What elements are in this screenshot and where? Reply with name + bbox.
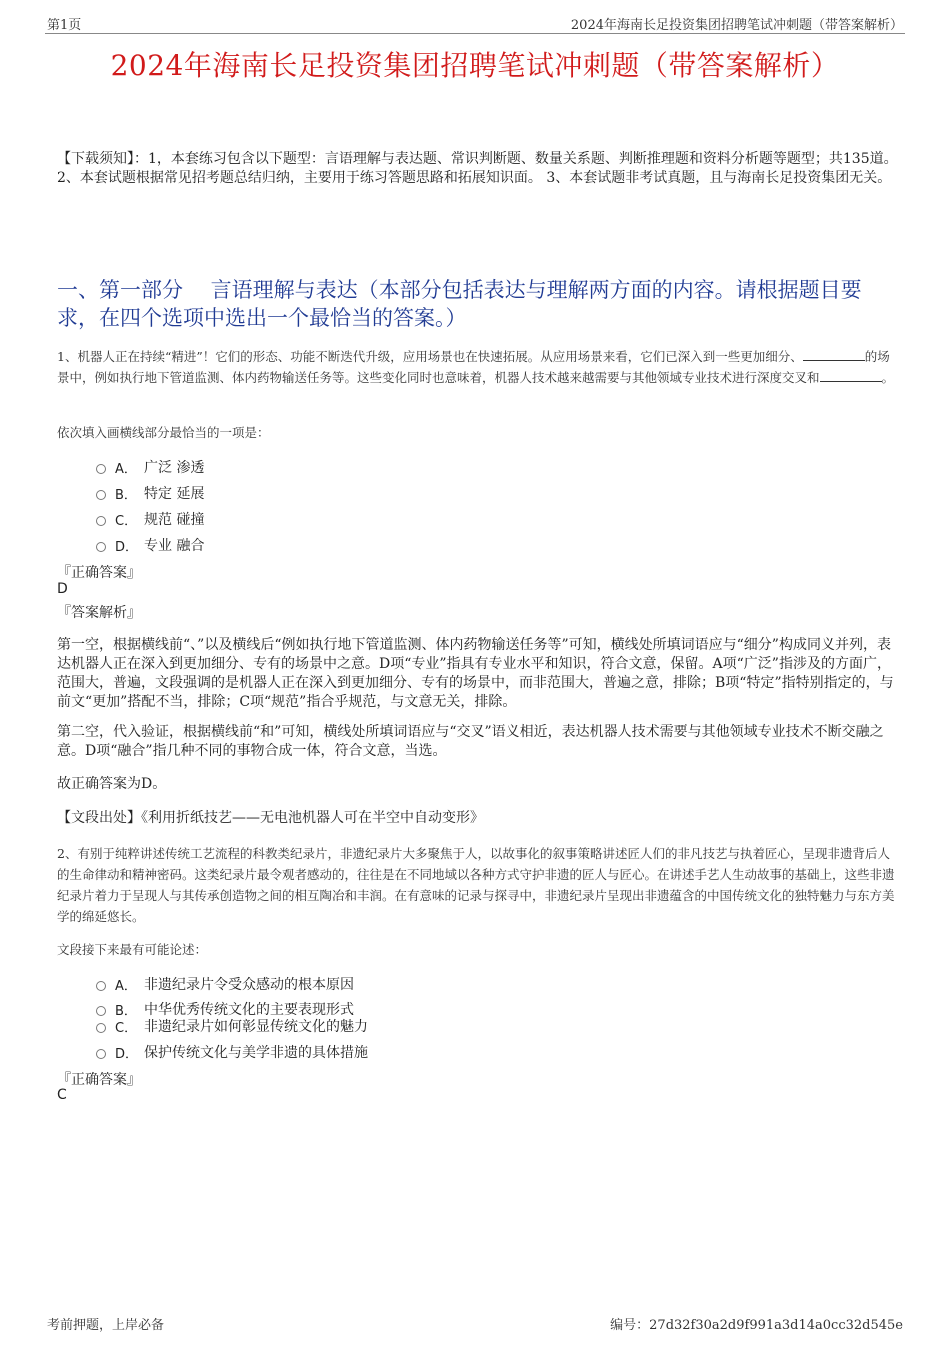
question-1-source: 【文段出处】《利用折纸技艺——无电池机器人可在半空中自动变形》: [57, 810, 484, 826]
question-2-answer-label: 『正确答案』: [57, 1072, 141, 1088]
question-2-option-c[interactable]: [96, 1016, 368, 1036]
option-letter: C．: [115, 1020, 138, 1036]
option-text: 规范 碰撞: [144, 512, 205, 528]
question-1-prompt: 依次填入画横线部分最恰当的一项是：: [57, 425, 270, 440]
question-1-analysis-para-1: 第一空，根据横线前“、”以及横线后“例如执行地下管道监测、体内药物输送任务等”可知，横线处所填词语应与“细分”构成同义并列，表达机器人正在深入到更加细分、专有的场景中之意。D项“专业”指具有专业水平和知识，符合文意，保留。A项“广泛”指涉及的方面广，范围大，普遍，文段强调的是机器人正在深入到更加细分、专有的场景中，而非范围大，普遍之意，排除；B项“特定”指特别指定的，与前文“更加”搭配不当，排除；C项“规范”指合乎规范，与文意无关，排除。: [57, 637, 894, 710]
option-text: 非遗纪录片如何彰显传统文化的魅力: [144, 1019, 368, 1035]
radio-icon[interactable]: [96, 516, 106, 526]
radio-icon[interactable]: [96, 542, 106, 552]
question-2-answer: C: [57, 1087, 67, 1103]
footer-serial-number: 编号：27d32f30a2d9f991a3d14a0cc32d545e: [610, 1318, 903, 1333]
download-notice: 【下载须知】：1，本套练习包含以下题型：言语理解与表达题、常识判断题、数量关系题、判断推理题和资料分析题等题型；共135道。 2、本套试题根据常见招考题总结归纳，主要用于练习答题思路和拓展知识面。 3、本套试题非考试真题，且与海南长足投资集团无关。: [57, 151, 898, 186]
option-letter: B．: [115, 1003, 137, 1019]
question-1-text-part-c: 。: [881, 370, 895, 385]
option-letter: A．: [115, 461, 137, 477]
question-1-option-c[interactable]: [96, 509, 204, 529]
section-heading: 一、第一部分 言语理解与表达（本部分包括表达与理解两方面的内容。请根据题目要求，在四个选项中选出一个最恰当的答案。）: [57, 278, 862, 330]
fill-blank-2: [820, 369, 882, 382]
radio-icon[interactable]: [96, 1006, 106, 1016]
fill-blank-1: [803, 348, 865, 361]
question-1-option-a[interactable]: [96, 457, 204, 477]
question-1-answer-label: 『正确答案』: [57, 565, 141, 581]
question-2-option-a[interactable]: [96, 974, 354, 994]
question-2-text: 2、有别于纯粹讲述传统工艺流程的科教类纪录片，非遗纪录片大多聚焦于人，以故事化的叙事策略讲述匠人们的非凡技艺与执着匠心，呈现非遗背后人的生命律动和精神密码。这类纪录片最令观者感动的，往往是在不同地域以各种方式守护非遗的匠人与匠心。在讲述手艺人生动故事的基础上，这些非遗纪录片着力于呈现人与其传承创造物之间的相互陶冶和丰润。在有意味的记录与探寻中，非遗纪录片呈现出非遗蕴含的中国传统文化的独特魅力与东方美学的绵延悠长。: [57, 846, 895, 924]
radio-icon[interactable]: [96, 981, 106, 991]
question-1-text-part-a: 1、机器人正在持续“精进”！它们的形态、功能不断迭代升级，应用场景也在快速拓展。从应用场景来看，它们已深入到一些更加细分、: [57, 349, 803, 364]
question-1-text: [57, 346, 899, 388]
radio-icon[interactable]: [96, 464, 106, 474]
question-1-text-part-b: 的场景中，例如执行地下管道监测、体内药物输送任务等。这些变化同时也意味着，机器人技术越来越需要与其他领域专业技术进行深度交叉和: [57, 349, 890, 385]
radio-icon[interactable]: [96, 1023, 106, 1033]
question-1-analysis-para-3: 故正确答案为D。: [57, 776, 167, 792]
question-1-option-b[interactable]: [96, 483, 204, 503]
header-divider: [45, 33, 905, 34]
page-number: 第1页: [47, 18, 82, 33]
option-letter: C．: [115, 513, 138, 529]
option-letter: D．: [115, 1046, 139, 1062]
option-text: 保护传统文化与美学非遗的具体措施: [144, 1045, 368, 1061]
question-1-analysis-para-2: 第二空，代入验证，根据横线前“和”可知，横线处所填词语应与“交叉”语义相近，表达机器人技术需要与其他领域专业技术不断交融之意。D项“融合”指几种不同的事物合成一体，符合文意，当选。: [57, 724, 884, 759]
option-text: 中华优秀传统文化的主要表现形式: [144, 1002, 354, 1018]
option-text: 非遗纪录片令受众感动的根本原因: [144, 977, 354, 993]
option-text: 特定 延展: [144, 486, 205, 502]
option-letter: D．: [115, 539, 139, 555]
option-letter: B．: [115, 487, 137, 503]
radio-icon[interactable]: [96, 490, 106, 500]
question-2-prompt: 文段接下来最有可能论述：: [57, 942, 208, 957]
option-text: 广泛 渗透: [144, 460, 205, 476]
question-1-option-d[interactable]: [96, 535, 204, 555]
question-1-answer: D: [57, 581, 68, 597]
radio-icon[interactable]: [96, 1049, 106, 1059]
option-letter: A．: [115, 978, 137, 994]
document-title: 2024年海南长足投资集团招聘笔试冲刺题（带答案解析）: [110, 49, 840, 82]
header-doc-title: 2024年海南长足投资集团招聘笔试冲刺题（带答案解析）: [570, 18, 903, 33]
question-1-analysis-label: 『答案解析』: [57, 605, 141, 621]
option-text: 专业 融合: [144, 538, 205, 554]
footer-slogan: 考前押题，上岸必备: [47, 1318, 165, 1333]
question-2-option-d[interactable]: [96, 1042, 368, 1062]
